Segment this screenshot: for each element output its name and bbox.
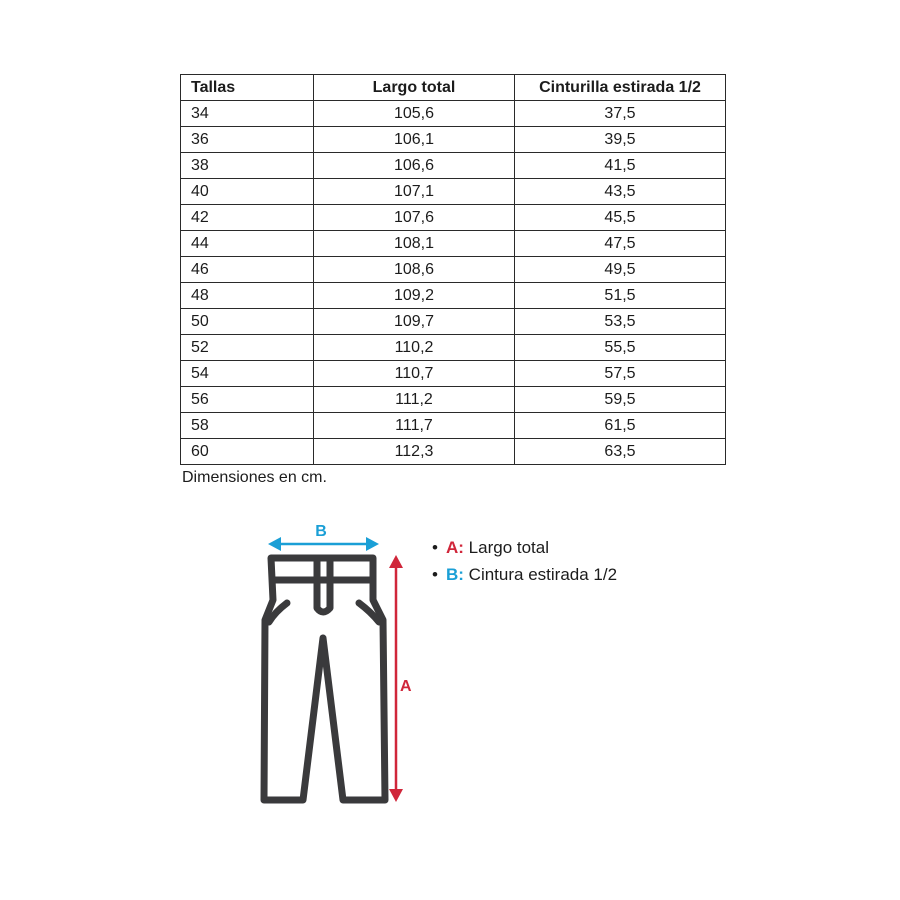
cell-largo-total: 107,1 bbox=[314, 179, 515, 205]
table-row bbox=[181, 231, 726, 257]
cell-largo-total: 111,7 bbox=[314, 413, 515, 439]
cell-talla: 60 bbox=[181, 439, 314, 465]
table-row bbox=[181, 101, 726, 127]
cell-largo-total: 110,2 bbox=[314, 335, 515, 361]
legend-key-b: B: bbox=[446, 565, 464, 584]
cell-talla: 50 bbox=[181, 309, 314, 335]
legend-item-a bbox=[432, 536, 617, 563]
header-largo-total: Largo total bbox=[314, 75, 515, 101]
cell-cinturilla: 37,5 bbox=[515, 101, 726, 127]
size-table bbox=[180, 74, 726, 465]
cell-cinturilla: 51,5 bbox=[515, 283, 726, 309]
legend-bullet: • bbox=[432, 538, 438, 557]
cell-largo-total: 107,6 bbox=[314, 205, 515, 231]
cell-talla: 46 bbox=[181, 257, 314, 283]
table-row bbox=[181, 387, 726, 413]
table-row bbox=[181, 205, 726, 231]
cell-largo-total: 111,2 bbox=[314, 387, 515, 413]
cell-talla: 42 bbox=[181, 205, 314, 231]
cell-cinturilla: 55,5 bbox=[515, 335, 726, 361]
cell-cinturilla: 59,5 bbox=[515, 387, 726, 413]
header-tallas: Tallas bbox=[181, 75, 314, 101]
cell-largo-total: 110,7 bbox=[314, 361, 515, 387]
header-cinturilla: Cinturilla estirada 1/2 bbox=[515, 75, 726, 101]
cell-largo-total: 108,1 bbox=[314, 231, 515, 257]
cell-talla: 52 bbox=[181, 335, 314, 361]
table-row bbox=[181, 153, 726, 179]
cell-cinturilla: 43,5 bbox=[515, 179, 726, 205]
cell-largo-total: 112,3 bbox=[314, 439, 515, 465]
cell-cinturilla: 53,5 bbox=[515, 309, 726, 335]
table-row bbox=[181, 309, 726, 335]
table-header-row bbox=[181, 75, 726, 101]
cell-talla: 38 bbox=[181, 153, 314, 179]
cell-talla: 40 bbox=[181, 179, 314, 205]
legend-item-b bbox=[432, 563, 617, 590]
cell-cinturilla: 49,5 bbox=[515, 257, 726, 283]
table-row bbox=[181, 283, 726, 309]
cell-cinturilla: 57,5 bbox=[515, 361, 726, 387]
table-row bbox=[181, 179, 726, 205]
legend-key-a: A: bbox=[446, 538, 464, 557]
cell-cinturilla: 41,5 bbox=[515, 153, 726, 179]
cell-talla: 36 bbox=[181, 127, 314, 153]
cell-talla: 58 bbox=[181, 413, 314, 439]
table-row bbox=[181, 361, 726, 387]
cell-talla: 34 bbox=[181, 101, 314, 127]
cell-cinturilla: 47,5 bbox=[515, 231, 726, 257]
table-row bbox=[181, 335, 726, 361]
cell-largo-total: 105,6 bbox=[314, 101, 515, 127]
label-b: B bbox=[315, 523, 327, 540]
cell-talla: 56 bbox=[181, 387, 314, 413]
dimensions-note: Dimensiones en cm. bbox=[182, 469, 327, 486]
cell-largo-total: 109,2 bbox=[314, 283, 515, 309]
cell-talla: 44 bbox=[181, 231, 314, 257]
label-a: A bbox=[400, 678, 412, 695]
cell-cinturilla: 63,5 bbox=[515, 439, 726, 465]
cell-largo-total: 109,7 bbox=[314, 309, 515, 335]
cell-largo-total: 106,6 bbox=[314, 153, 515, 179]
legend-text-b: Cintura estirada 1/2 bbox=[463, 565, 618, 584]
cell-talla: 48 bbox=[181, 283, 314, 309]
legend-bullet: • bbox=[432, 565, 438, 584]
table-row bbox=[181, 257, 726, 283]
cell-talla: 54 bbox=[181, 361, 314, 387]
cell-cinturilla: 61,5 bbox=[515, 413, 726, 439]
legend-text-a: Largo total bbox=[463, 538, 550, 557]
pants-icon bbox=[264, 558, 385, 800]
table-row bbox=[181, 439, 726, 465]
pants-diagram bbox=[250, 515, 420, 815]
cell-cinturilla: 45,5 bbox=[515, 205, 726, 231]
table-row bbox=[181, 127, 726, 153]
cell-largo-total: 108,6 bbox=[314, 257, 515, 283]
cell-largo-total: 106,1 bbox=[314, 127, 515, 153]
legend bbox=[432, 536, 617, 590]
table-row bbox=[181, 413, 726, 439]
cell-cinturilla: 39,5 bbox=[515, 127, 726, 153]
table-body bbox=[181, 101, 726, 465]
